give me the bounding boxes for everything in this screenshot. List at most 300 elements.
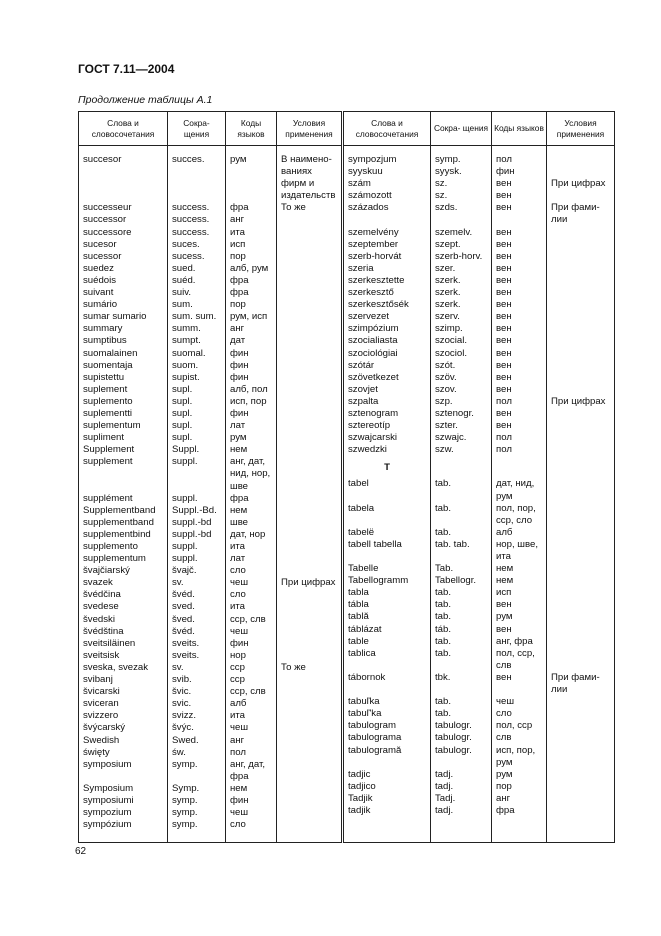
entry-word: tabelë xyxy=(348,526,375,538)
entry-abbreviation: sucess. xyxy=(172,250,205,262)
entry-condition xyxy=(551,636,610,648)
entry-word: sumário xyxy=(83,299,118,311)
entry-word: tabuľ'ka xyxy=(348,708,382,720)
entry-language-code: анг xyxy=(230,734,245,746)
entry-abbreviation: symp. xyxy=(172,758,198,770)
entry-language-code: алб xyxy=(230,698,247,710)
entry-condition xyxy=(281,735,337,747)
entry-language-code: пол xyxy=(230,746,246,758)
entry-language-code: фин xyxy=(496,166,515,178)
entry-language-code: вен xyxy=(496,371,512,383)
entry-abbreviation: tab. tab. xyxy=(435,538,470,550)
left-abbreviations-column xyxy=(168,146,226,843)
entry-condition xyxy=(551,563,610,575)
entry-word: tábla xyxy=(348,599,369,611)
entry-condition xyxy=(551,323,610,335)
entry-language-code: вен xyxy=(496,274,512,286)
entry-language-code: пол xyxy=(496,444,512,456)
entry-abbreviation xyxy=(435,515,487,527)
entry-condition xyxy=(551,372,610,384)
entry-language-code: нем xyxy=(230,444,248,456)
entry-condition xyxy=(551,757,610,769)
entry-word: tabela xyxy=(348,502,375,514)
entry-condition xyxy=(281,614,337,626)
entry-condition xyxy=(281,674,337,686)
entry-abbreviation: summ. xyxy=(172,323,201,335)
entry-condition xyxy=(551,805,610,817)
entry-condition xyxy=(281,227,337,239)
entry-abbreviation: szociol. xyxy=(435,347,467,359)
entry-condition xyxy=(551,769,610,781)
entry-word: tábornok xyxy=(348,671,386,683)
page-number: 62 xyxy=(75,846,87,857)
entry-language-code: шве xyxy=(230,480,249,492)
entry-abbreviation: szw. xyxy=(435,444,454,456)
entry-word: succesor xyxy=(83,154,122,165)
entry-abbreviation: Symp. xyxy=(172,782,200,794)
entry-condition xyxy=(551,696,610,708)
entry-language-code: фра xyxy=(230,770,249,782)
entry-word: szociológiai xyxy=(348,347,398,359)
entry-language-code: пол xyxy=(496,154,512,165)
entry-abbreviation: sv. xyxy=(172,661,184,673)
entry-language-code: слв xyxy=(496,659,512,671)
entry-word: Tabelle xyxy=(348,563,379,575)
entry-condition: При фами- xyxy=(551,671,600,683)
entry-language-code: рум xyxy=(496,768,513,780)
entry-condition xyxy=(281,710,337,722)
entry-condition xyxy=(281,807,337,819)
entry-abbreviation xyxy=(172,771,221,783)
entry-condition xyxy=(281,565,337,577)
entry-language-code: слв xyxy=(496,732,512,744)
entry-abbreviation: tab. xyxy=(435,647,452,659)
entry-condition xyxy=(551,624,610,636)
entry-condition xyxy=(551,384,610,396)
entry-abbreviation: suppl. xyxy=(172,541,198,552)
entry-condition xyxy=(551,360,610,372)
table-header-row xyxy=(79,112,615,146)
entry-abbreviation: tabulogr. xyxy=(435,744,472,756)
entry-condition xyxy=(551,166,610,178)
entry-word: sucesor xyxy=(83,238,117,250)
entry-word: szwedzki xyxy=(348,444,387,456)
entry-language-code: чеш xyxy=(230,807,249,819)
entry-language-code: алб, пол xyxy=(230,383,268,395)
entry-condition: То же xyxy=(281,661,306,673)
entry-word: svazek xyxy=(83,577,113,589)
entry-language-code: вен xyxy=(496,347,512,359)
entry-condition xyxy=(281,529,337,541)
entry-abbreviation: suppl. xyxy=(172,553,198,565)
entry-condition xyxy=(551,239,610,251)
entry-abbreviation: sved. xyxy=(172,601,195,613)
entry-word: sympozjum xyxy=(348,154,397,165)
entry-abbreviation: szds. xyxy=(435,202,458,214)
entry-language-code: дат, нор xyxy=(230,528,266,540)
entry-language-code: рум xyxy=(496,756,513,768)
entry-abbreviation: sztenogr. xyxy=(435,407,474,419)
entry-language-code xyxy=(496,214,542,226)
entry-abbreviation: suomal. xyxy=(172,347,206,359)
entry-abbreviation xyxy=(435,660,487,672)
entry-word: sympózium xyxy=(83,819,132,831)
entry-language-code: сло xyxy=(496,708,512,720)
entry-abbreviation: suéd. xyxy=(172,274,196,286)
entry-language-code xyxy=(230,178,272,190)
entry-word: táblázat xyxy=(348,623,382,635)
entry-condition xyxy=(551,515,610,527)
entry-language-code: анг, фра xyxy=(496,635,533,647)
entry-language-code: пол, сср, xyxy=(496,647,535,659)
table-body-row xyxy=(79,146,615,843)
entry-word: suivant xyxy=(83,287,114,299)
entry-language-code: сср xyxy=(230,674,245,686)
entry-abbreviation: tab. xyxy=(435,599,452,611)
entry-language-code: сло xyxy=(230,589,246,601)
entry-abbreviation: szocial. xyxy=(435,335,467,347)
entry-language-code: сло xyxy=(230,819,246,831)
entry-word: szimpózium xyxy=(348,323,399,335)
entry-condition xyxy=(551,420,610,432)
entry-language-code: рум xyxy=(496,490,513,502)
entry-language-code: вен xyxy=(496,335,512,347)
table-caption: Продолжение таблицы А.1 xyxy=(78,94,213,106)
entry-language-code: ита xyxy=(230,541,245,552)
entry-word xyxy=(348,684,426,696)
entry-abbreviation: Swed. xyxy=(172,734,199,746)
entry-language-code: фин xyxy=(230,794,249,806)
entry-abbreviation: success. xyxy=(172,214,210,226)
entry-condition xyxy=(281,396,337,408)
entry-abbreviation: svizz. xyxy=(172,710,196,722)
entry-condition: издательств xyxy=(281,190,336,202)
entry-word xyxy=(348,214,426,226)
entry-word: successor xyxy=(83,214,127,226)
entry-language-code: рум xyxy=(230,154,247,165)
entry-language-code: фра xyxy=(230,202,249,214)
entry-word: szwajcarski xyxy=(348,432,398,444)
entry-condition: В наимено- xyxy=(281,154,332,165)
entry-condition xyxy=(281,420,337,432)
entry-abbreviation: supl. xyxy=(172,383,193,395)
entry-condition xyxy=(281,481,337,493)
entry-word: suomalainen xyxy=(83,347,138,359)
entry-abbreviation: supl. xyxy=(172,420,193,432)
entry-word: szerb-horvát xyxy=(348,250,402,262)
entry-condition xyxy=(281,444,337,456)
entry-abbreviation: švéd. xyxy=(172,589,195,601)
abbreviations-table xyxy=(78,111,615,843)
entry-abbreviation: szerb-horv. xyxy=(435,250,483,262)
entry-language-code: нид, нор, xyxy=(230,468,271,480)
entry-language-code: нор, шве, xyxy=(496,538,538,550)
entry-word: szocialiasta xyxy=(348,335,398,347)
entry-abbreviation xyxy=(435,214,487,226)
entry-word: Swedish xyxy=(83,734,120,746)
entry-language-code: вен xyxy=(496,299,512,311)
entry-language-code: исп, пор, xyxy=(496,744,536,756)
entry-word: tabell tabella xyxy=(348,538,402,550)
entry-word: święty xyxy=(83,746,110,758)
entry-condition xyxy=(281,432,337,444)
entry-word: sveitsiläinen xyxy=(83,637,136,649)
entry-condition xyxy=(281,771,337,783)
entry-language-code: фин xyxy=(230,347,249,359)
entry-abbreviation xyxy=(172,178,221,190)
entry-language-code: вен xyxy=(496,383,512,395)
entry-word: sztereotíp xyxy=(348,420,391,432)
entry-abbreviation: tab. xyxy=(435,502,452,514)
entry-language-code: нем xyxy=(230,782,248,794)
entry-language-code: фра xyxy=(230,274,249,286)
entry-abbreviation: Suppl. xyxy=(172,444,200,456)
entry-abbreviation: táb. xyxy=(435,623,452,635)
entry-language-code: нем xyxy=(230,504,248,516)
entry-abbreviation: tabulogr. xyxy=(435,732,472,744)
entry-abbreviation: tab. xyxy=(435,587,452,599)
entry-word: švajčiarský xyxy=(83,565,130,577)
left-conditions-column xyxy=(277,146,343,843)
entry-language-code: ита xyxy=(230,601,245,613)
entry-language-code: нем xyxy=(496,563,514,575)
entry-abbreviation: tadj. xyxy=(435,780,454,792)
entry-abbreviation: success. xyxy=(172,226,210,238)
entry-abbreviation: švéd. xyxy=(172,625,195,637)
entry-abbreviation: tab. xyxy=(435,696,452,708)
entry-language-code: вен xyxy=(496,287,512,299)
entry-condition xyxy=(551,575,610,587)
entry-abbreviation: Tadj. xyxy=(435,792,456,804)
entry-abbreviation: Suppl.-Bd. xyxy=(172,504,217,516)
entry-abbreviation xyxy=(435,684,487,696)
entry-language-code: пор xyxy=(230,250,246,262)
entry-word: supliment xyxy=(83,432,125,444)
column-header: Коды языков xyxy=(492,112,547,146)
entry-word: tadjico xyxy=(348,780,376,792)
entry-word: szótár xyxy=(348,359,375,371)
column-header: Условия применения xyxy=(547,112,615,146)
entry-language-code: чеш xyxy=(496,696,515,708)
entry-condition xyxy=(281,239,337,251)
entry-language-code: рум xyxy=(496,611,513,623)
entry-condition xyxy=(551,263,610,275)
entry-condition xyxy=(551,287,610,299)
entry-word: suplemento xyxy=(83,395,133,407)
entry-word: table xyxy=(348,635,369,647)
right-conditions-column xyxy=(547,146,615,843)
entry-word: syyskuu xyxy=(348,166,383,178)
entry-language-code: фра xyxy=(496,804,515,816)
entry-language-code: сло xyxy=(230,565,246,577)
left-language-codes-column xyxy=(226,146,277,843)
entry-language-code: вен xyxy=(496,323,512,335)
entry-abbreviation: švic. xyxy=(172,686,192,698)
entry-language-code: вен xyxy=(496,250,512,262)
entry-word: sympozium xyxy=(83,807,132,819)
entry-condition xyxy=(281,638,337,650)
entry-word: symposiumi xyxy=(83,794,134,806)
entry-word: tadjic xyxy=(348,768,371,780)
entry-condition xyxy=(281,601,337,613)
entry-condition: При цифрах xyxy=(551,395,606,407)
entry-condition: ваниях xyxy=(281,166,312,178)
entry-language-code: сср, слв xyxy=(230,686,266,698)
entry-word xyxy=(83,178,163,190)
entry-word xyxy=(348,551,426,563)
entry-word xyxy=(348,757,426,769)
entry-word: szervezet xyxy=(348,311,390,323)
entry-language-code: лат xyxy=(230,420,246,432)
entry-language-code: вен xyxy=(496,226,512,238)
entry-word: švedski xyxy=(83,613,115,625)
entry-word: suplement xyxy=(83,383,128,395)
entry-language-code: вен xyxy=(496,623,512,635)
entry-word: szövetkezet xyxy=(348,371,399,383)
entry-word: švédština xyxy=(83,625,124,637)
entry-condition xyxy=(551,648,610,660)
section-gap xyxy=(435,456,487,478)
entry-condition xyxy=(281,541,337,553)
entry-word: szpalta xyxy=(348,395,379,407)
entry-condition: лии xyxy=(551,214,568,226)
entry-condition xyxy=(551,793,610,805)
entry-language-code xyxy=(496,684,542,696)
entry-abbreviation: sum. xyxy=(172,299,193,311)
entry-language-code: рум, исп xyxy=(230,311,268,323)
entry-condition xyxy=(551,251,610,263)
entry-abbreviation xyxy=(172,190,221,202)
entry-language-code: ита xyxy=(230,710,245,722)
entry-word: sztenogram xyxy=(348,407,399,419)
entry-word: successeur xyxy=(83,202,132,214)
entry-abbreviation: szer. xyxy=(435,262,456,274)
entry-condition xyxy=(281,747,337,759)
entry-condition xyxy=(281,795,337,807)
entry-word: tabulogramă xyxy=(348,744,402,756)
entry-condition xyxy=(551,408,610,420)
entry-abbreviation: sv. xyxy=(172,577,184,589)
entry-abbreviation: švýc. xyxy=(172,722,194,734)
entry-condition xyxy=(551,299,610,311)
entry-condition xyxy=(281,626,337,638)
entry-language-code: ита xyxy=(230,226,245,238)
entry-condition xyxy=(281,468,337,480)
entry-abbreviation: symp. xyxy=(172,807,198,819)
entry-word: švédčina xyxy=(83,589,121,601)
entry-word: Supplementband xyxy=(83,504,156,516)
entry-word: tabulogram xyxy=(348,720,396,732)
entry-condition: То же xyxy=(281,202,306,214)
entry-condition xyxy=(551,708,610,720)
entry-language-code xyxy=(230,166,272,178)
entry-abbreviation: suom. xyxy=(172,359,199,371)
entry-condition xyxy=(281,722,337,734)
entry-abbreviation: tabulogr. xyxy=(435,720,472,732)
entry-language-code: фин xyxy=(230,359,249,371)
entry-condition xyxy=(281,698,337,710)
entry-word: svedese xyxy=(83,601,119,613)
entry-language-code: исп xyxy=(496,587,512,599)
entry-abbreviation xyxy=(172,166,221,178)
entry-language-code: чеш xyxy=(230,625,249,637)
entry-language-code: вен xyxy=(496,311,512,323)
entry-language-code: дат, нид, xyxy=(496,478,535,490)
entry-language-code: алб xyxy=(496,526,513,538)
entry-language-code: анг xyxy=(496,792,511,804)
entry-abbreviation: symp. xyxy=(172,819,198,831)
entry-language-code: вен xyxy=(496,262,512,274)
entry-language-code: вен xyxy=(496,420,512,432)
entry-abbreviation: tab. xyxy=(435,611,452,623)
entry-abbreviation: tadj. xyxy=(435,804,454,816)
entry-language-code: фин xyxy=(230,407,249,419)
entry-abbreviation: suppl.-bd xyxy=(172,516,212,528)
entry-word: Symposium xyxy=(83,782,134,794)
entry-language-code: фра xyxy=(230,492,249,504)
entry-condition xyxy=(281,650,337,662)
entry-language-code: пор xyxy=(496,780,512,792)
entry-language-code: сср, слв xyxy=(230,613,266,625)
entry-condition xyxy=(551,275,610,287)
entry-language-code: рум xyxy=(230,432,247,444)
entry-word: sumptibus xyxy=(83,335,127,347)
entry-condition xyxy=(551,478,610,490)
entry-word: tabulograma xyxy=(348,732,402,744)
entry-abbreviation: tbk. xyxy=(435,671,451,683)
entry-word: švýcarský xyxy=(83,722,126,734)
right-abbreviations-column xyxy=(431,146,492,843)
entry-abbreviation: szerk. xyxy=(435,274,461,286)
entry-language-code: ита xyxy=(496,551,511,562)
entry-language-code: вен xyxy=(496,178,512,190)
entry-condition xyxy=(281,589,337,601)
entry-condition xyxy=(281,348,337,360)
entry-condition xyxy=(281,553,337,565)
entry-condition: При цифрах xyxy=(551,178,606,190)
entry-language-code xyxy=(230,190,272,202)
entry-word: suplementum xyxy=(83,420,141,432)
entry-condition xyxy=(551,190,610,202)
entry-condition xyxy=(551,720,610,732)
entry-abbreviation: sveits. xyxy=(172,649,200,661)
entry-abbreviation: tab. xyxy=(435,635,452,647)
column-header: Коды языков xyxy=(226,112,277,146)
entry-language-code: исп, пор xyxy=(230,395,267,407)
entry-abbreviation: szter. xyxy=(435,420,458,432)
entry-abbreviation xyxy=(172,481,221,493)
entry-language-code: вен xyxy=(496,190,512,202)
entry-language-code: анг xyxy=(230,323,245,335)
entry-condition xyxy=(281,783,337,795)
entry-abbreviation: tab. xyxy=(435,478,452,490)
entry-abbreviation: šved. xyxy=(172,613,195,625)
entry-language-code: сср xyxy=(230,661,245,673)
entry-condition xyxy=(281,251,337,263)
document-code: ГОСТ 7.11—2004 xyxy=(78,62,175,76)
section-gap xyxy=(496,456,542,478)
entry-condition xyxy=(281,505,337,517)
entry-abbreviation: syysk. xyxy=(435,166,462,178)
column-header: Условия применения xyxy=(277,112,343,146)
entry-condition xyxy=(281,819,337,831)
entry-word xyxy=(83,481,163,493)
entry-abbreviation: tab. xyxy=(435,708,452,720)
entry-word: svizzero xyxy=(83,710,119,722)
entry-abbreviation: szwajc. xyxy=(435,432,467,444)
entry-condition xyxy=(281,335,337,347)
entry-abbreviation: szov. xyxy=(435,383,457,395)
